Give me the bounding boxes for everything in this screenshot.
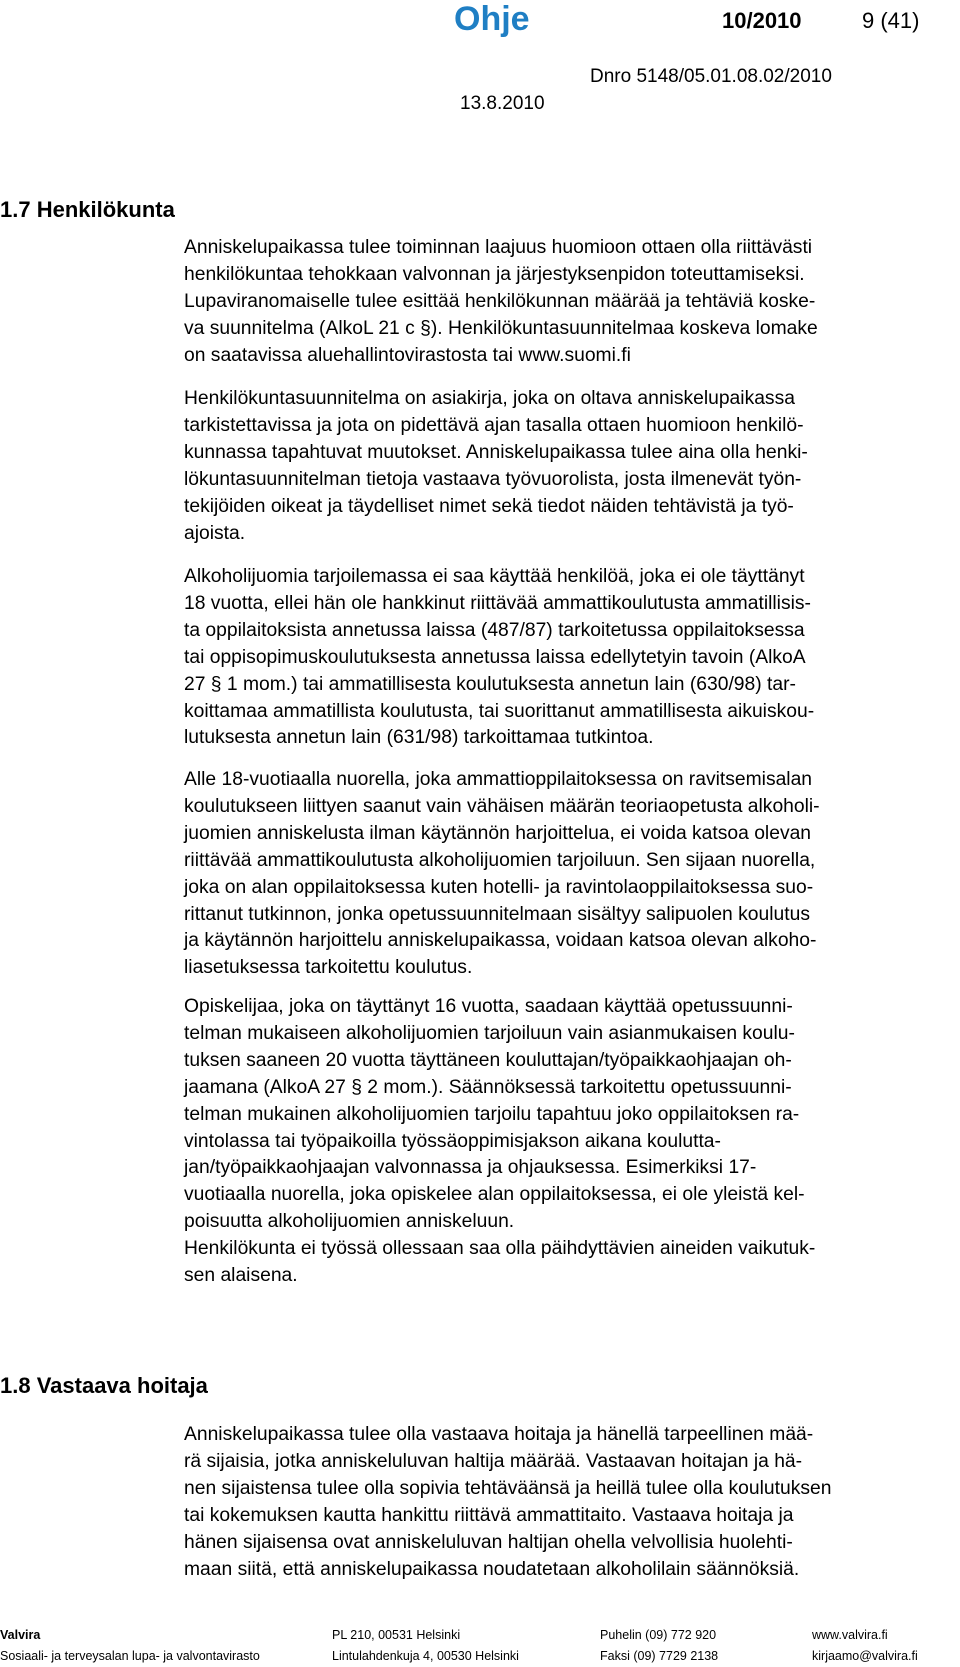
text-line: tarkistettavissa ja jota on pidettävä ajan tasalla ottaen huomioon henkilö- (184, 414, 804, 436)
footer-org: Valvira (0, 1628, 41, 1642)
paragraph (184, 994, 944, 1290)
text-line: tuksen saaneen 20 vuotta täyttäneen kouluttajan/työpaikkaohjaajan oh- (184, 1049, 792, 1071)
text-line: Anniskelupaikassa tulee olla vastaava hoitaja ja hänellä tarpeellinen mää- (184, 1424, 814, 1445)
footer-website-link[interactable]: www.valvira.fi (812, 1628, 888, 1642)
document-type: Ohje (454, 0, 530, 38)
text-line: henkilökuntaa tehokkaan valvonnan ja järjestyksenpidon toteuttamiseksi. (184, 263, 805, 285)
record-number: Dnro 5148/05.01.08.02/2010 (590, 66, 832, 87)
text-line: rittanut tutkinnon, jonka opetussuunnitelmaan sisältyy salipuolen koulutus (184, 903, 810, 925)
text-line: ta oppilaitoksista annetussa laissa (487/87) tarkoitetussa oppilaitoksessa (184, 619, 805, 641)
text-line: ajoista. (184, 522, 246, 544)
text-line: maan siitä, että anniskelupaikassa noudatetaan alkoholilain säännöksiä. (184, 1558, 800, 1580)
text-line: riittävää ammattikoulutusta alkoholijuomien tarjoiluun. Sen sijaan nuorella, (184, 849, 816, 871)
footer-org-full: Sosiaali- ja terveysalan lupa- ja valvontavirasto (0, 1649, 260, 1663)
text-line: on saatavissa aluehallintovirastosta tai www.suomi.fi (184, 344, 631, 366)
text-line: Opiskelijaa, joka on täyttänyt 16 vuotta, saadaan käyttää opetussuunni- (184, 996, 793, 1017)
paragraph (184, 386, 944, 547)
text-line: ja käytännön harjoittelu anniskelupaikassa, voidaan katsoa olevan alkoho- (184, 930, 817, 952)
document-number: 10/2010 (722, 8, 802, 33)
page-footer (0, 1622, 960, 1667)
text-line: lökuntasuunnitelman tietoja vastaava työvuorolista, josta ilmenevät työn- (184, 468, 802, 490)
text-line: Henkilökunta ei työssä ollessaan saa olla päihdyttävien aineiden vaikutuk- (184, 1238, 816, 1260)
paragraph (184, 1422, 944, 1583)
text-line: hänen sijaisensa ovat anniskeluluvan haltijan ohella velvollisia huolehti- (184, 1531, 793, 1553)
text-line: tai oppisopimuskoulutuksesta annetussa laissa edellytetyin tavoin (AlkoA (184, 646, 806, 668)
page-number: 9 (41) (862, 8, 920, 33)
text-line: va suunnitelma (AlkoL 21 c §). Henkilökuntasuunnitelmaa koskeva lomake (184, 317, 818, 339)
text-line: koulutukseen liittyen saanut vain vähäisen määrän teoriaopetusta alkoholi- (184, 795, 820, 817)
text-line: Anniskelupaikassa tulee toiminnan laajuus huomioon ottaen olla riittävästi (184, 237, 813, 258)
text-line: juomien anniskelusta ilman käytännön harjoittelua, ei voida katsoa olevan (184, 822, 812, 844)
footer-phone: Puhelin (09) 772 920 (600, 1628, 717, 1642)
text-line: Henkilökuntasuunnitelma on asiakirja, joka on oltava anniskelupaikassa (184, 388, 795, 409)
footer-postal-address: PL 210, 00531 Helsinki (332, 1628, 461, 1642)
section-heading-henkilokunta: 1.7 Henkilökunta (0, 197, 175, 222)
text-line: jaamana (AlkoA 27 § 2 mom.). Säännöksessä tarkoitettu opetussuunni- (184, 1076, 792, 1098)
text-line: jan/työpaikkaohjaajan valvonnassa ja ohjauksessa. Esimerkiksi 17- (184, 1157, 757, 1179)
text-line: tai kokemuksen kautta hankittu riittävä ammattitaito. Vastaava hoitaja ja (184, 1504, 794, 1526)
document-date: 13.8.2010 (460, 93, 545, 114)
text-line: Lupaviranomaiselle tulee esittää henkilökunnan määrää ja tehtäviä koske- (184, 290, 816, 312)
footer-street-address: Lintulahdenkuja 4, 00530 Helsinki (332, 1649, 519, 1663)
text-line: poisuutta alkoholijuomien anniskeluun. (184, 1211, 515, 1233)
text-line: nen sijaistensa tulee olla sopivia tehtäväänsä ja heillä tulee olla koulutuksen (184, 1477, 832, 1499)
paragraph (184, 767, 944, 982)
text-line: rä sijaisia, jotka anniskeluluvan haltija määrää. Vastaavan hoitajan ja hä- (184, 1450, 803, 1472)
text-line: vintolassa tai työpaikoilla työssäoppimisjakson aikana koulutta- (184, 1130, 721, 1152)
footer-email-link[interactable]: kirjaamo@valvira.fi (812, 1649, 918, 1663)
text-line: vuotiaalla nuorella, joka opiskelee alan oppilaitoksessa, ei ole yleistä kel- (184, 1184, 805, 1206)
text-line: Alkoholijuomia tarjoilemassa ei saa käyttää henkilöä, joka ei ole täyttänyt (184, 566, 805, 587)
text-line: telman mukaiseen alkoholijuomien tarjoiluun vain asianmukaisen koulu- (184, 1022, 795, 1044)
text-line: lutuksesta annetun lain (631/98) tarkoittamaa tutkintoa. (184, 727, 654, 749)
text-line: Alle 18-vuotiaalla nuorella, joka ammattioppilaitoksessa on ravitsemisalan (184, 769, 813, 790)
paragraph (184, 235, 944, 370)
text-line: 18 vuotta, ellei hän ole hankkinut riittävää ammattikoulutusta ammatillisis- (184, 592, 811, 614)
text-line: liasetuksessa tarkoitettu koulutus. (184, 957, 473, 979)
paragraph (184, 564, 944, 752)
text-line: sen alaisena. (184, 1265, 298, 1287)
text-line: kunnassa tapahtuvat muutokset. Anniskelupaikassa tulee aina olla henki- (184, 441, 808, 463)
text-line: koittamaa ammatillista koulutusta, tai suorittanut ammatillisesta aikuiskou- (184, 700, 815, 722)
text-line: telman mukainen alkoholijuomien tarjoilu tapahtuu joko oppilaitoksen ra- (184, 1103, 800, 1125)
text-line: 27 § 1 mom.) tai ammatillisesta koulutuksesta annetun lain (630/98) tar- (184, 673, 796, 695)
text-line: joka on alan oppilaitoksessa kuten hotelli- ja ravintolaoppilaitoksessa suo- (184, 876, 814, 898)
text-line: tekijöiden oikeat ja täydelliset nimet sekä tiedot näiden tehtävistä ja työ- (184, 495, 794, 517)
footer-fax: Faksi (09) 7729 2138 (600, 1649, 719, 1663)
section-heading-vastaava-hoitaja: 1.8 Vastaava hoitaja (0, 1373, 208, 1398)
